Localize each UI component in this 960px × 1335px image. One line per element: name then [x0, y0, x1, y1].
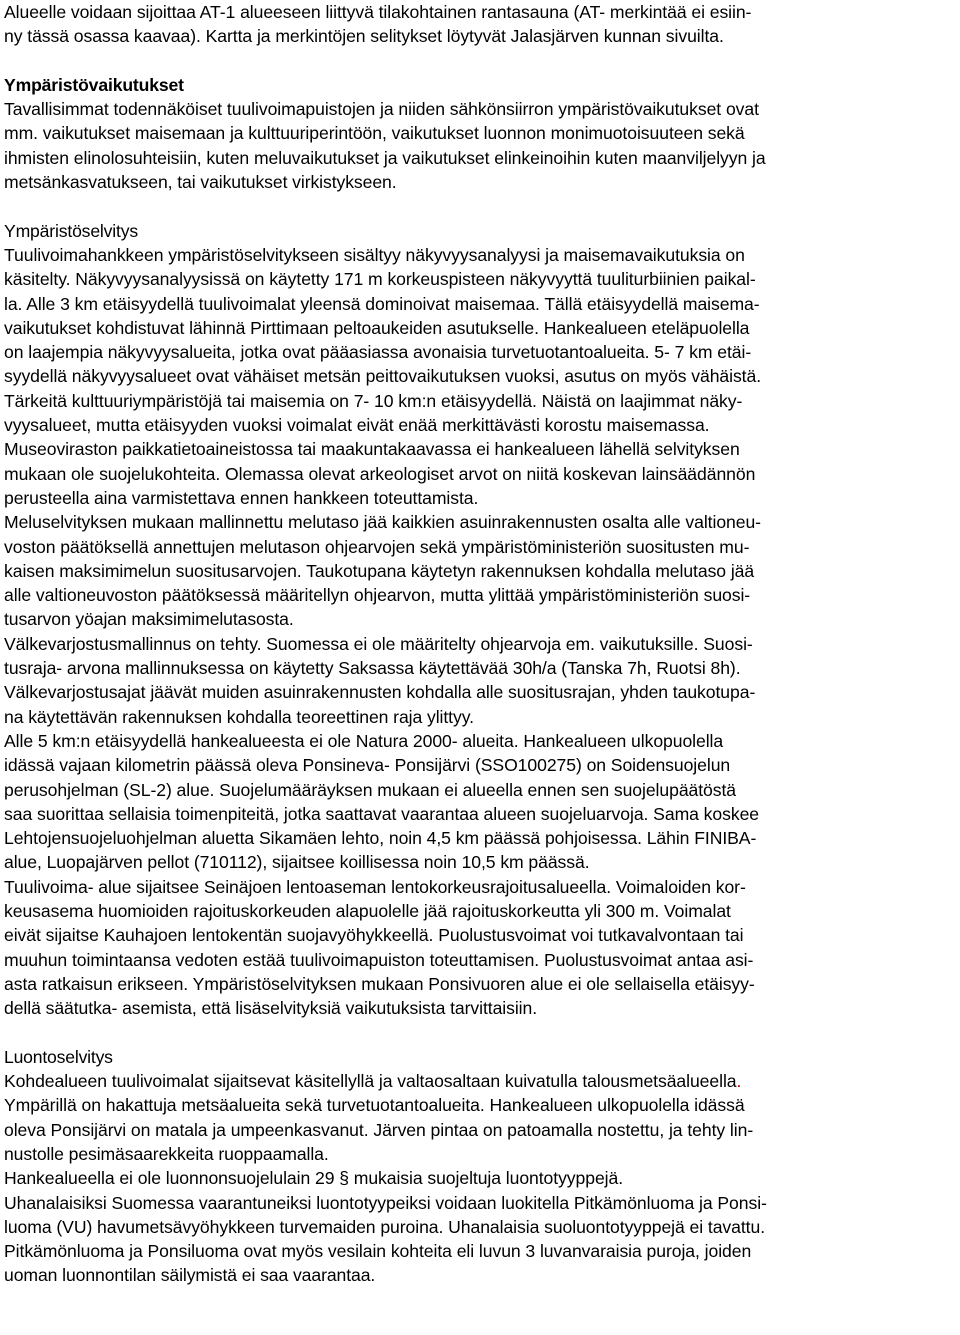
text-line: Meluselvityksen mukaan mallinnettu melutaso jää kaikkien asuinrakennusten osalta alle valtioneu-: [4, 512, 761, 533]
text-line: alue, Luopajärven pellot (710112), sijaitsee koillisessa noin 10,5 km päässä.: [4, 852, 590, 873]
impacts-section: [4, 73, 956, 194]
text-line: kaisen maksimimelun suositusarvojen. Taukotupana käytetyn rakennuksen kohdalla melutaso jää: [4, 560, 755, 581]
text-line: vaikutukset kohdistuvat lähinnä Pirttimaan peltoaukeiden asutukselle. Hankealueen eteläpuolella: [4, 317, 750, 338]
text-line: Alle 5 km:n etäisyydellä hankealueesta ei ole Natura 2000- alueita. Hankealueen ulkopuolella: [4, 730, 724, 751]
text-line: on laajempia näkyvyysalueita, jotka ovat pääasiassa avonaisia turvetuotantoalueita. 5- 7 km etäi-: [4, 342, 752, 363]
nature-section: [4, 1045, 956, 1288]
text-line: oleva Ponsijärvi on matala ja umpeenkasvanut. Järven pintaa on patoamalla nostettu, ja tehty lin-: [4, 1119, 754, 1140]
text-line: la. Alle 3 km etäisyydellä tuulivoimalat yleensä dominoivat maisemaa. Tällä etäisyydellä maisema-: [4, 293, 760, 314]
document-page: [4, 0, 956, 1288]
text-line: dellä säätutka- asemista, että lisäselvityksiä vaikutuksista tarvittaisiin.: [4, 998, 538, 1019]
text-line: Tuulivoimahankkeen ympäristöselvitykseen sisältyy näkyvyysanalyysi ja maisemavaikutuksia on: [4, 244, 745, 265]
intro-paragraph: [4, 0, 956, 49]
text-line: ihmisten elinolosuhteisiin, kuten meluvaikutukset ja vaikutukset elinkeinoihin kuten maanviljelyyn ja: [4, 147, 766, 168]
text-line: perusohjelman (SL-2) alue. Suojelumääräyksen mukaan ei alueella ennen sen suojelupäätöstä: [4, 779, 737, 800]
text-line: tusraja- arvona mallinnuksessa on käytetty Saksassa käytettävää 30h/a (Tanska 7h, Ruotsi 8h).: [4, 658, 741, 679]
text-line: Tärkeitä kulttuuriympäristöjä tai maisemia on 7- 10 km:n etäisyydellä. Näistä on laajimmat näky-: [4, 390, 743, 411]
text-line: vyysalueet, mutta etäisyyden vuoksi voimalat eivät enää merkittävästi korostu maisemassa.: [4, 415, 710, 436]
survey-heading: Ympäristöselvitys: [4, 220, 139, 241]
text-line: Tavallisimmat todennäköiset tuulivoimapuistojen ja niiden sähkönsiirron ympäristövaikutukset ovat: [4, 99, 759, 120]
text-line: metsänkasvatukseen, tai vaikutukset virkistykseen.: [4, 172, 397, 193]
text-line: luoma (VU) havumetsävyöhykkeen turvemaiden puroina. Uhanalaisia suoluontotyyppejä ei tavattu.: [4, 1216, 766, 1237]
text-line: Ympärillä on hakattuja metsäalueita sekä turvetuotantoalueita. Hankealueen ulkopuolella idässä: [4, 1095, 745, 1116]
text-line: asta ratkaisun erikseen. Ympäristöselvityksen mukaan Ponsivuoren alue ei ole sellaisella etäisyy-: [4, 973, 755, 994]
text-line: Lehtojensuojeluohjelman aluetta Sikamäen lehto, noin 4,5 km päässä pohjoisessa. Lähin FINIBA-: [4, 828, 757, 849]
text-line: uoman luonnontilan säilymistä ei saa vaarantaa.: [4, 1265, 376, 1286]
text-line: Tuulivoima- alue sijaitsee Seinäjoen lentoaseman lentokorkeusrajoitusalueella. Voimaloiden kor-: [4, 876, 746, 897]
text-line: nustolle pesimäsaarekkeita ruoppaamalla.: [4, 1143, 329, 1164]
survey-section: [4, 219, 956, 1021]
text-line: Välkevarjostusmallinnus on tehty. Suomessa ei ole määritelty ohjearvoja em. vaikutuksille. Suosi-: [4, 633, 753, 654]
paragraph-gap: [4, 1020, 956, 1044]
text-line: na käytettävän rakennuksen kohdalla teoreettinen raja ylittyy.: [4, 706, 474, 727]
text-line: ny tässä osassa kaavaa). Kartta ja merkintöjen selitykset löytyvät Jalasjärven kunnan sivuilta.: [4, 26, 724, 47]
text-line: keusasema huomioiden rajoituskorkeuden alapuolelle jää rajoituskorkeutta yli 300 m. Voimalat: [4, 900, 731, 921]
text-line: idässä vajaan kilometrin päässä oleva Ponsineva- Ponsijärvi (SSO100275) on Soidensuojelun: [4, 755, 731, 776]
text-line: saa suorittaa sellaisia toimenpiteitä, jotka saattavat vaarantaa alueen suojeluarvoja. Sama koskee: [4, 803, 760, 824]
nature-first-line-end: .: [736, 1071, 742, 1092]
text-line: Alueelle voidaan sijoittaa AT-1 alueeseen liittyvä tilakohtainen rantasauna (AT- merkintää ei esiin-: [4, 2, 752, 22]
text-line: Pitkämönluoma ja Ponsiluoma ovat myös vesilain kohteita eli luvun 3 luvanvaraisia puroja, joiden: [4, 1241, 752, 1262]
text-line: mm. vaikutukset maisemaan ja kulttuuriperintöön, vaikutukset luonnon monimuotoisuuteen sekä: [4, 123, 745, 144]
text-line: eivät sijaitse Kauhajoen lentokentän suojavyöhykkeellä. Puolustusvoimat voi tutkavalvontaan tai: [4, 925, 744, 946]
text-line: Uhanalaisiksi Suomessa vaarantuneiksi luontotyypeiksi voidaan luokitella Pitkämönluoma ja Ponsi-: [4, 1192, 767, 1213]
text-line: [4, 1069, 956, 1093]
text-line: Museoviraston paikkatietoaineistossa tai maakuntakaavassa ei hankealueen lähellä selvityksen: [4, 439, 740, 460]
text-line: alle valtioneuvoston päätöksessä määritellyn ohjearvon, mutta ylittää ympäristöministeriön suosi-: [4, 585, 751, 606]
text-line: Hankealueella ei ole luonnonsuojelulain 29 § mukaisia suojeltuja luontotyyppejä.: [4, 1168, 624, 1189]
text-line: muuhun toimintaansa vedoten estää tuulivoimapuiston toteuttamisen. Puolustusvoimat antaa asi-: [4, 949, 754, 970]
text-line: käsitelty. Näkyvyysanalyysissä on käytetty 171 m korkeuspisteen näkyvyyttä tuuliturbiinien paikal-: [4, 269, 756, 290]
nature-heading: Luontoselvitys: [4, 1046, 113, 1067]
paragraph-gap: [4, 194, 956, 218]
text-line: voston päätöksellä annettujen melutason ohjearvojen sekä ympäristöministeriön suositusten mu-: [4, 536, 750, 557]
text-line: syydellä näkyvyysalueet ovat vähäiset metsän peittovaikutuksen vuoksi, asutus on myös vähäistä.: [4, 366, 762, 387]
text-line: mukaan ole suojelukohteita. Olemassa olevat arkeologiset arvot on niitä koskevan lainsäädännön: [4, 463, 756, 484]
paragraph-gap: [4, 49, 956, 73]
text-line: perusteella aina varmistettava ennen hankkeen toteuttamista.: [4, 487, 479, 508]
impacts-heading: Ympäristövaikutukset: [4, 74, 184, 95]
nature-first-line: Kohdealueen tuulivoimalat sijaitsevat käsitellyllä ja valtaosaltaan kuivatulla talousmetsäalueella: [4, 1071, 737, 1092]
text-line: tusarvon yöajan maksimimelutasosta.: [4, 609, 294, 630]
text-line: Välkevarjostusajat jäävät muiden asuinrakennusten kohdalla alle suositusrajan, yhden taukotupa-: [4, 682, 756, 703]
